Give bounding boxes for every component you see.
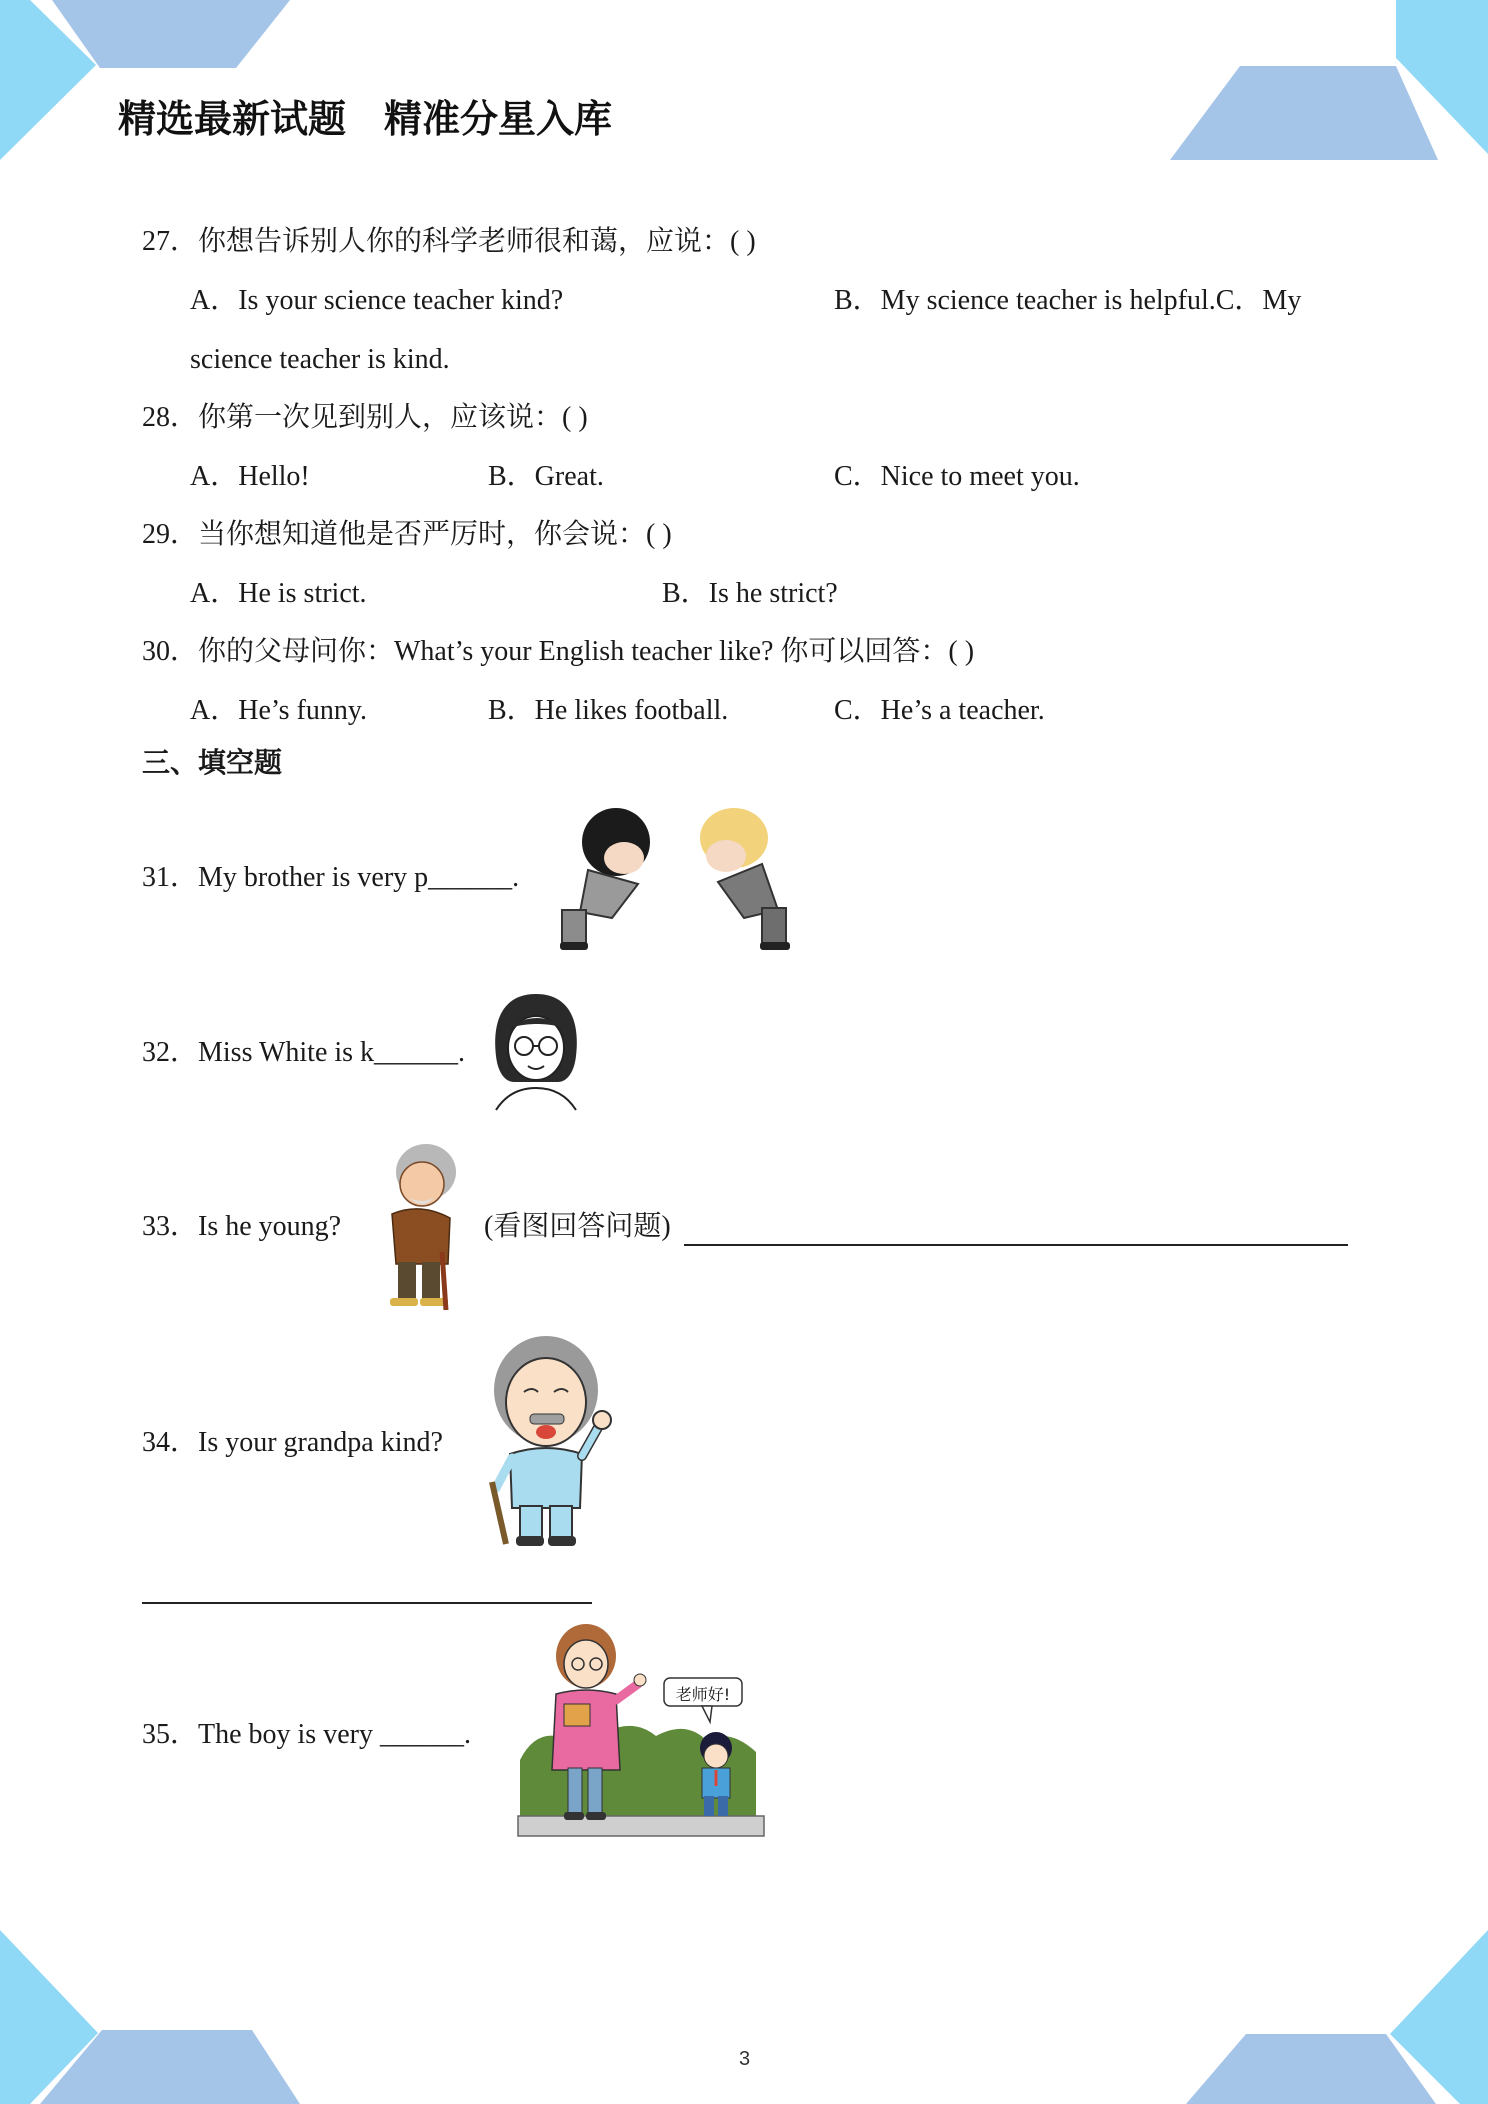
- question-34: 34．Is your grandpa kind?: [142, 1427, 443, 1458]
- question-30-option-a: A．He’s funny.: [190, 695, 368, 726]
- grandpa-image: [480, 1330, 620, 1552]
- speech-bubble-text: 老师好!: [675, 1685, 731, 1704]
- question-30-stem: 30．你的父母问你：What’s your English teacher like? 你可以回答：( ): [142, 636, 975, 667]
- question-29-option-b: B．Is he strict?: [662, 578, 838, 609]
- question-28-stem: 28．你第一次见到别人，应该说：( ): [142, 402, 588, 433]
- question-27-option-b-c: B．My science teacher is helpful.C．My: [834, 285, 1302, 316]
- top-left-decoration: [0, 0, 300, 170]
- answer-line-33[interactable]: [684, 1244, 1348, 1246]
- bowing-boys-image: [548, 800, 804, 954]
- section-title-fill-in: 三、填空题: [142, 746, 283, 779]
- question-33: 33．Is he young?: [142, 1211, 342, 1242]
- question-28-option-b: B．Great.: [488, 461, 604, 492]
- bottom-right-decoration: [1170, 1930, 1488, 2104]
- question-29-option-a: A．He is strict.: [190, 578, 367, 609]
- question-30-option-b: B．He likes football.: [488, 695, 729, 726]
- question-28-option-a: A．Hello!: [190, 461, 310, 492]
- question-27-option-c-cont: science teacher is kind.: [190, 344, 450, 375]
- question-30-option-c: C．He’s a teacher.: [834, 695, 1045, 726]
- question-31: 31．My brother is very p______.: [142, 862, 520, 893]
- question-33-hint: (看图回答问题): [484, 1211, 671, 1242]
- question-27-option-a: A．Is your science teacher kind?: [190, 285, 564, 316]
- question-32: 32．Miss White is k______.: [142, 1037, 466, 1068]
- miss-white-image: [486, 990, 586, 1112]
- question-29-stem: 29．当你想知道他是否严厉时，你会说：( ): [142, 519, 672, 550]
- question-27-stem: 27．你想告诉别人你的科学老师很和蔼，应说：( ): [142, 226, 756, 257]
- header-title: 精选最新试题 精准分星入库: [118, 97, 613, 141]
- page-number: 3: [739, 2048, 751, 2070]
- question-35: 35．The boy is very ______.: [142, 1719, 471, 1750]
- answer-line-34[interactable]: [142, 1602, 592, 1604]
- question-28-option-c: C．Nice to meet you.: [834, 461, 1080, 492]
- top-right-decoration: [1170, 0, 1488, 165]
- bottom-left-decoration: [0, 1930, 310, 2104]
- teacher-boy-greeting-image: [516, 1620, 766, 1844]
- old-man-cane-image: [370, 1140, 470, 1312]
